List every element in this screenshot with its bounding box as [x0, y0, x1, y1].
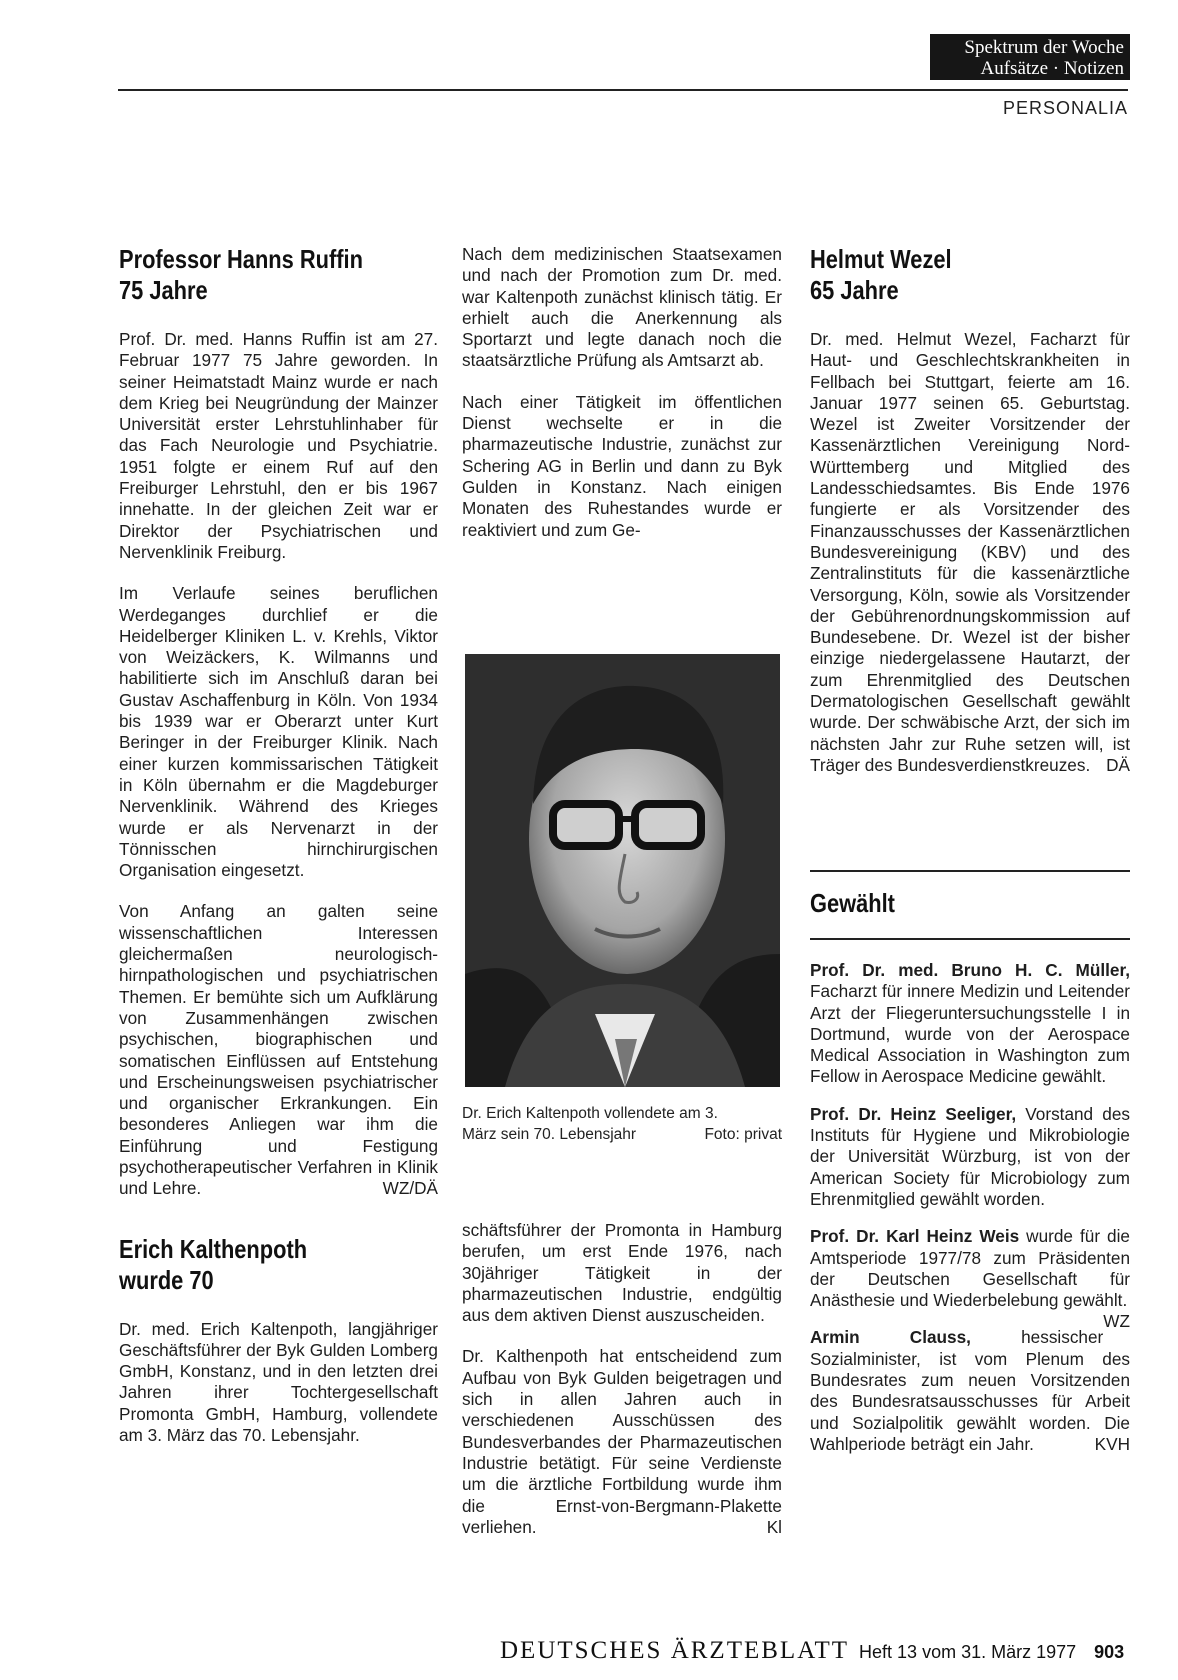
issue-info: Heft 13 vom 31. März 1977	[859, 1642, 1077, 1662]
gewaehlt-entry-3	[810, 1226, 1130, 1332]
portrait-photo	[465, 654, 780, 1087]
kalthenpoth-signature: Kl	[766, 1516, 782, 1537]
headline-kalthenpoth: Erich Kalthenpoth wurde 70	[119, 1233, 308, 1295]
ruffin-paragraph-1: Prof. Dr. med. Hanns Ruffin ist am 27. Februar 1977 75 Jahre geworden. In seiner Heimatstadt Mainz wurde er nach dem Krieg bei Neugründung der Mainzer Universität erster Lehrstuhlinhaber für das Fach Neurologie und Psychiatrie. 1951 folgte er einem Ruf auf den Freiburger Lehrstuhl, den er bis 1967 innehatte. In der gleichen Zeit war er Direktor der Psychiatrischen und Nervenklinik Freiburg.	[119, 329, 438, 562]
gewaehlt-entry-2	[810, 1104, 1130, 1210]
kalthenpoth-paragraph-4: schäftsführer der Promonta in Hamburg berufen, um erst Ende 1976, nach 30jähriger Tätigkeit in der pharmazeutischen Industrie, endgültig aus dem aktiven Dienst auszuscheiden.	[462, 1220, 782, 1326]
article-kalthenpoth-continued	[462, 244, 782, 541]
headline-wezel: Helmut Wezel 65 Jahre	[810, 244, 952, 305]
kalthenpoth-paragraph-5	[462, 1346, 782, 1538]
entry-2-text: Vorstand des Instituts für Hygiene und Mikrobiologie der Universität Würzburg, ist von der American Society für Microbiology zum Ehrenmitglied gewählt worden.	[810, 1103, 1130, 1209]
badge-line-1: Spektrum der Woche	[964, 37, 1124, 58]
entry-1-name: Prof. Dr. med. Bruno H. C. Müller,	[810, 960, 1130, 980]
entry-3-text: wurde für die Amtsperiode 1977/78 zum Präsidenten der Deutschen Gesellschaft für Anästhesie und Wiederbelebung gewählt.	[810, 1226, 1130, 1311]
caption-line-2: März sein 70. Lebensjahr	[462, 1126, 637, 1143]
kalthenpoth-paragraph-2: Nach dem medizinischen Staatsexamen und nach der Promotion zum Dr. med. war Kaltenpoth zunächst klinisch tätig. Er erhielt auch die Anerkennung als Sportarzt und legte danach noch die staatsärztliche Prüfung als Amtsarzt ab.	[462, 244, 782, 371]
section-badge	[930, 34, 1130, 80]
caption-line-1: Dr. Erich Kaltenpoth vollendete am 3.	[462, 1105, 718, 1122]
wezel-paragraph-1-text: Dr. med. Helmut Wezel, Facharzt für Haut- und Geschlechtskrankheiten in Fellbach bei Stuttgart, feierte am 16. Januar 1977 seinen 65. Geburtstag. Wezel ist Zweiter Vorsitzender der Kassenärztlichen Vereinigung Nord-Württemberg und Mitglied des Landesschiedsamtes. Bis Ende 1976 fungierte er als Vorsitzender des Finanzausschusses der Kassenärztlichen Bundesvereinigung (KBV) und des Zentralinstituts für die kassenärztliche Versorgung, Köln, sowie als Vorsitzender der Gebührenordnungskommission auf Bundesebene. Dr. Wezel ist der bisher einzige niedergelassene Hautarzt, der zum Ehrenmitglied des Deutschen Dermatologischen Gesellschaft gewählt wurde. Der schwäbische Arzt, der sich im nächsten Jahr zur Ruhe setzen will, ist Träger des Bundesverdienstkreuzes.	[810, 329, 1130, 775]
headline-gewaehlt: Gewählt	[810, 888, 895, 918]
page-number: 903	[1094, 1642, 1125, 1662]
entry-1-text: Facharzt für innere Medizin und Leitender Arzt der Fliegeruntersuchungsstelle I in Dortmund, wurde von der Aerospace Medical Association in Washington zum Fellow in Aerospace Medicine gewählt.	[810, 981, 1130, 1087]
article-ruffin	[119, 244, 438, 1446]
entry-4-signature: KVH	[1094, 1433, 1130, 1454]
gewaehlt-headline-wrap	[810, 888, 1130, 919]
photo-credit: Foto: privat	[704, 1126, 782, 1143]
ruffin-paragraph-3-text: Von Anfang an galten seine wissenschaftlichen Interessen gleichermaßen neurologisch-hirnpathologischen und psychiatrischen Themen. Er bemühte sich um Aufklärung von Zusammenhängen zwischen psychischen, biographischen und somatischen Einflüssen auf Entstehung und Erscheinungsweisen psychiatrischer und organischer Erkrankungen. Ein besonderes Anliegen war ihm die Einführung und Festigung psychotherapeutischer Verfahren in Klinik und Lehre.	[119, 901, 438, 1199]
ruffin-signature: WZ/DÄ	[382, 1178, 438, 1199]
page-footer	[500, 1637, 1130, 1665]
gewaehlt-top-rule	[810, 870, 1130, 872]
header-rule	[118, 89, 1128, 91]
kalthenpoth-paragraph-3: Nach einer Tätigkeit im öffentlichen Dienst wechselte er in die pharmazeutische Industrie, zunächst zur Schering AG in Berlin und dann zu Byk Gulden in Konstanz. Nach einigen Monaten des Ruhestandes wurde er reaktiviert und zum Ge-	[462, 391, 782, 540]
headline-ruffin: Professor Hanns Ruffin 75 Jahre	[119, 244, 363, 305]
entry-4-text: hessischer Sozialminister, ist vom Plenum des Bundesrates zum neuen Vorsitzenden des Bundesratsausschusses für Arbeit und Sozialpolitik gewählt worden. Die Wahlperiode beträgt ein Jahr.	[810, 1327, 1130, 1454]
article-gewaehlt	[810, 960, 1130, 1455]
section-label: PERSONALIA	[1002, 98, 1128, 118]
entry-3-signature: WZ	[1103, 1311, 1130, 1332]
article-kalthenpoth-end	[462, 1220, 782, 1538]
entry-3-name: Prof. Dr. Karl Heinz Weis	[810, 1226, 1020, 1247]
entry-2-name: Prof. Dr. Heinz Seeliger,	[810, 1103, 1017, 1124]
badge-line-2: Aufsätze · Notizen	[980, 58, 1124, 79]
masthead: DEUTSCHES ÄRZTEBLATT	[500, 1637, 850, 1664]
gewaehlt-entry-1	[810, 960, 1130, 1088]
kalthenpoth-paragraph-1: Dr. med. Erich Kaltenpoth, langjähriger Geschäftsführer der Byk Gulden Lomberg GmbH, Konstanz, und in den letzten drei Jahren ihrer Tochtergesellschaft Promonta GmbH, Hamburg, vollendete am 3. März das 70. Lebensjahr.	[119, 1318, 438, 1446]
wezel-signature: DÄ	[1106, 754, 1130, 775]
article-wezel	[810, 244, 1130, 776]
ruffin-paragraph-3	[119, 901, 438, 1199]
kalthenpoth-paragraph-5-text: Dr. Kalthenpoth hat entscheidend zum Aufbau von Byk Gulden beigetragen und sich in allen Jahren auch in verschiedenen Ausschüssen des Bundesverbandes der Pharmazeutischen Industrie betätigt. Für seine Verdienste um die ärztliche Fortbildung wurde ihm die Ernst-von-Bergmann-Plakette verliehen.	[462, 1346, 782, 1537]
entry-4-name: Armin Clauss,	[810, 1327, 971, 1348]
ruffin-paragraph-2: Im Verlaufe seines beruflichen Werdeganges durchlief er die Heidelberger Kliniken L. v. Krehls, Viktor von Weizäckers, K. Wilmanns und habilitierte sich im Anschluß daran bei Gustav Aschaffenburg in Köln. Von 1934 bis 1939 war er Oberarzt unter Kurt Beringer in der Freiburger Klinik. Nach einer kurzen kommissarischen Tätigkeit in Köln übernahm er die Magdeburger Nervenklinik. Während des Krieges wurde er als Nervenarzt in der Tönnisschen hirnchirurgischen Organisation eingesetzt.	[119, 583, 438, 881]
gewaehlt-entry-4	[810, 1327, 1130, 1455]
wezel-paragraph-1	[810, 329, 1130, 776]
photo-caption	[462, 1103, 782, 1145]
gewaehlt-bottom-rule	[810, 938, 1130, 940]
portrait-illustration	[465, 654, 780, 1087]
